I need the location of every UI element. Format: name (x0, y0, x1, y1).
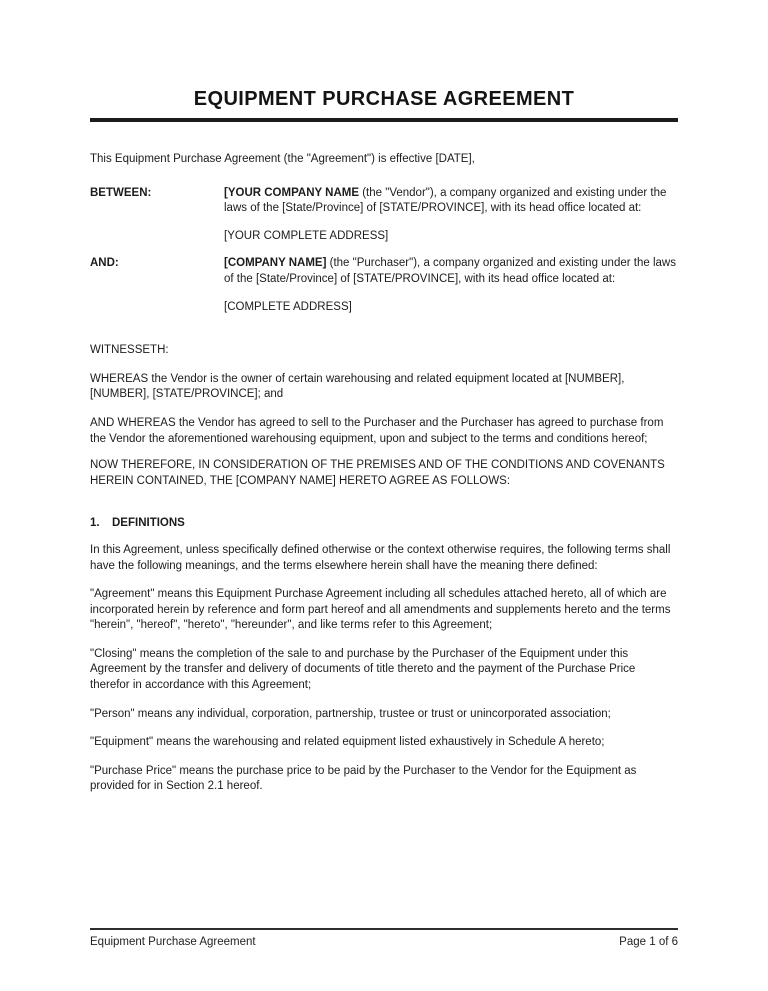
document-content (90, 0, 678, 795)
vendor-description-text: (the "Vendor"), a company organized and existing under the laws of the [State/Province] of [STATE/PROVINCE], with its head office located at: (224, 186, 667, 215)
definition-agreement-paragraph: "Agreement" means this Equipment Purchase Agreement including all schedules attached hereto, all of which are incorporated herein by reference and form part hereof and all amendments and supplements hereto and the terms "herein", "hereof", "hereto", "hereunder", and like terms refer to this Agreement; (90, 588, 671, 632)
section-1-title: DEFINITIONS (112, 517, 185, 530)
document-title: EQUIPMENT PURCHASE AGREEMENT (193, 88, 575, 110)
definition-person-paragraph: "Person" means any individual, corporation, partnership, trustee or trust or unincorporated association; (90, 707, 611, 720)
between-label: BETWEEN: (90, 186, 152, 199)
section-1-number: 1. (90, 517, 100, 530)
purchaser-name-placeholder: [COMPANY NAME] (224, 257, 327, 270)
vendor-address-placeholder: [YOUR COMPLETE ADDRESS] (224, 229, 389, 242)
definition-purchase-price-paragraph: "Purchase Price" means the purchase price to be paid by the Purchaser to the Vendor for the Equipment as provided for in Section 2.1 hereof. (90, 764, 637, 793)
witnesseth-heading: WITNESSETH: (90, 344, 169, 357)
title-rule (90, 118, 678, 122)
definition-closing-paragraph: "Closing" means the completion of the sale to and purchase by the Purchaser of the Equipment under this Agreement by the transfer and delivery of documents of title thereto and the payment of the Purchase Price therefor in accordance with this Agreement; (90, 647, 636, 692)
definition-equipment-paragraph: "Equipment" means the warehousing and related equipment listed exhaustively in Schedule A hereto; (90, 736, 605, 749)
between-block (90, 186, 678, 245)
purchaser-address-placeholder: [COMPLETE ADDRESS] (224, 300, 352, 313)
purchaser-column (224, 256, 678, 315)
purchaser-description-text: (the "Purchaser"), a company organized and existing under the laws of the [State/Province] of [STATE/PROVINCE], with its head office located at: (224, 257, 676, 285)
footer-page-number: Page 1 of 6 (619, 936, 678, 948)
whereas-paragraph: WHEREAS the Vendor is the owner of certain warehousing and related equipment located at [NUMBER], [NUMBER], [STATE/PROVINCE]; and (90, 372, 625, 401)
page-footer (90, 928, 678, 949)
definitions-intro-paragraph: In this Agreement, unless specifically defined otherwise or the context otherwise requires, the following terms shall have the following meanings, and the terms elsewhere herein shall have the meaning there defined: (90, 543, 671, 572)
section-1-heading (90, 516, 678, 532)
purchaser-description (224, 256, 678, 287)
vendor-name-placeholder: [YOUR COMPANY NAME (224, 186, 360, 199)
and-whereas-paragraph: AND WHEREAS the Vendor has agreed to sell to the Purchaser and the Purchaser has agreed to purchase from the Vendor the aforementioned warehousing equipment, upon and subject to the terms and conditions hereof; (90, 416, 664, 445)
vendor-column (224, 186, 678, 245)
vendor-description (224, 186, 678, 217)
now-therefore-paragraph: NOW THEREFORE, IN CONSIDERATION OF THE PREMISES AND OF THE CONDITIONS AND COVENANTS HEREIN CONTAINED, THE [COMPANY NAME] HERETO AGREE AS FOLLOWS: (90, 459, 665, 487)
and-label: AND: (90, 257, 119, 270)
footer-document-name: Equipment Purchase Agreement (90, 936, 256, 948)
intro-paragraph: This Equipment Purchase Agreement (the "Agreement") is effective [DATE], (90, 153, 475, 165)
and-block (90, 256, 678, 315)
